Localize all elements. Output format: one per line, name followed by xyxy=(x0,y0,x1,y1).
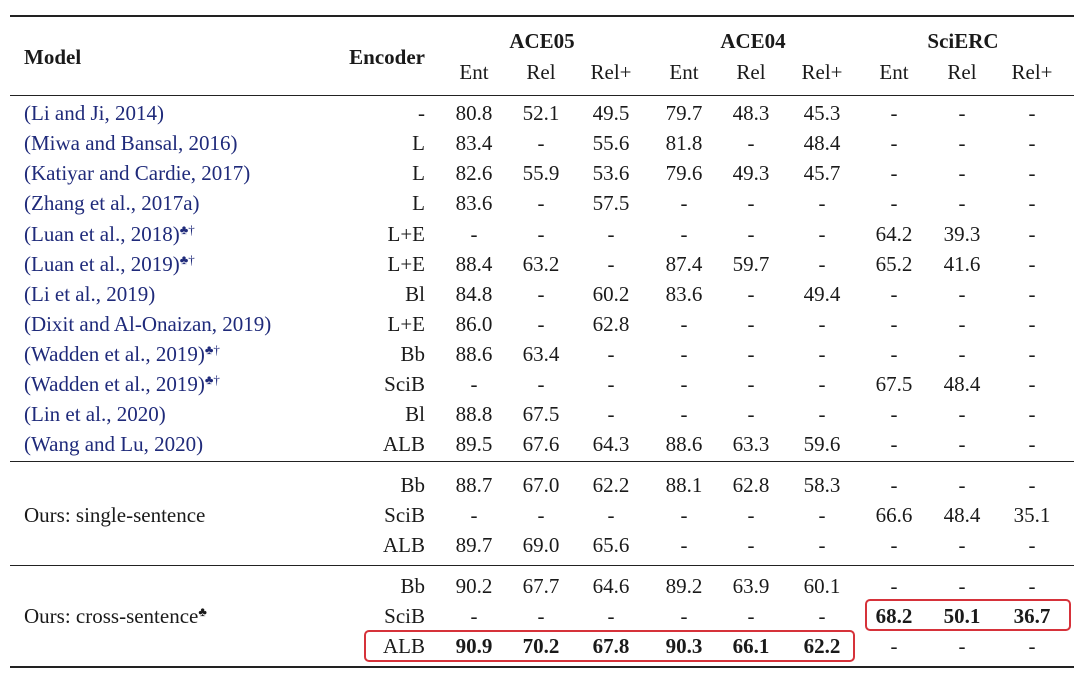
header-dataset: ACE04 xyxy=(720,29,786,53)
score-cell: - xyxy=(1028,222,1036,246)
header-metric: Rel xyxy=(947,60,977,84)
encoder-cell: - xyxy=(418,101,425,125)
score-cell: - xyxy=(1028,533,1036,557)
score-cell: 49.4 xyxy=(803,282,841,306)
model-label: (Wadden et al., 2019) xyxy=(24,342,205,366)
score-cell: - xyxy=(890,634,898,658)
score-cell: 69.0 xyxy=(522,533,560,557)
header-dataset: SciERC xyxy=(927,29,999,53)
model-name xyxy=(24,252,195,276)
score-cell: 55.6 xyxy=(592,131,630,155)
footnote-mark: ♣† xyxy=(179,252,195,267)
score-cell: 45.3 xyxy=(803,101,841,125)
score-cell: - xyxy=(958,101,966,125)
score-cell: 41.6 xyxy=(943,252,981,276)
score-cell: 66.6 xyxy=(875,503,913,527)
header-metric: Ent xyxy=(879,60,909,84)
model-name xyxy=(24,101,164,125)
score-cell: 90.2 xyxy=(455,574,493,598)
score-cell: - xyxy=(890,282,898,306)
score-cell: - xyxy=(470,372,478,396)
score-cell: 70.2 xyxy=(522,634,560,658)
score-cell: - xyxy=(537,372,545,396)
score-cell: - xyxy=(958,191,966,215)
score-cell: 65.2 xyxy=(875,252,913,276)
header-rule xyxy=(10,95,1074,96)
footnote-mark: ♣ xyxy=(198,604,207,619)
score-cell: - xyxy=(958,312,966,336)
score-cell: 52.1 xyxy=(522,101,560,125)
score-cell: 65.6 xyxy=(592,533,630,557)
score-cell: - xyxy=(890,101,898,125)
score-cell: - xyxy=(890,574,898,598)
encoder-cell: L+E xyxy=(387,222,425,246)
score-cell: 90.9 xyxy=(455,634,493,658)
score-cell: - xyxy=(1028,252,1036,276)
score-cell: 49.3 xyxy=(732,161,770,185)
score-cell: - xyxy=(890,191,898,215)
score-cell: 63.2 xyxy=(522,252,560,276)
model-name xyxy=(24,402,166,426)
score-cell: 48.4 xyxy=(943,372,981,396)
score-cell: 48.4 xyxy=(803,131,841,155)
score-cell: - xyxy=(958,634,966,658)
header-metric: Rel+ xyxy=(590,60,632,84)
score-cell: 62.2 xyxy=(803,634,841,658)
score-cell: - xyxy=(958,131,966,155)
model-name xyxy=(24,222,195,246)
score-cell: 55.9 xyxy=(522,161,560,185)
score-cell: - xyxy=(607,503,615,527)
top-rule xyxy=(10,15,1074,17)
model-label: Ours: cross-sentence xyxy=(24,604,199,628)
score-cell: - xyxy=(1028,372,1036,396)
encoder-cell: L xyxy=(412,161,425,185)
encoder-cell: ALB xyxy=(383,533,425,557)
score-cell: - xyxy=(1028,191,1036,215)
encoder-cell: L xyxy=(412,191,425,215)
score-cell: - xyxy=(747,282,755,306)
model-label: (Zhang et al., 2017a) xyxy=(24,191,200,215)
score-cell: - xyxy=(958,342,966,366)
bottom-rule xyxy=(10,666,1074,668)
score-cell: - xyxy=(680,402,688,426)
model-name xyxy=(24,131,237,155)
score-cell: - xyxy=(470,604,478,628)
score-cell: - xyxy=(958,282,966,306)
score-cell: - xyxy=(890,402,898,426)
score-cell: 62.8 xyxy=(592,312,630,336)
score-cell: - xyxy=(890,473,898,497)
score-cell: 88.1 xyxy=(665,473,703,497)
score-cell: - xyxy=(537,604,545,628)
score-cell: 63.9 xyxy=(732,574,770,598)
score-cell: 86.0 xyxy=(455,312,493,336)
score-cell: - xyxy=(680,191,688,215)
score-cell: - xyxy=(537,191,545,215)
score-cell: 88.7 xyxy=(455,473,493,497)
score-cell: 90.3 xyxy=(665,634,703,658)
score-cell: 88.4 xyxy=(455,252,493,276)
encoder-cell: SciB xyxy=(384,503,425,527)
score-cell: - xyxy=(1028,282,1036,306)
score-cell: 64.3 xyxy=(592,432,630,456)
score-cell: - xyxy=(890,432,898,456)
score-cell: 83.6 xyxy=(665,282,703,306)
score-cell: - xyxy=(607,604,615,628)
score-cell: - xyxy=(1028,342,1036,366)
score-cell: - xyxy=(747,131,755,155)
model-name xyxy=(24,342,220,366)
score-cell: 81.8 xyxy=(665,131,703,155)
score-cell: - xyxy=(537,131,545,155)
model-label: (Dixit and Al-Onaizan, 2019) xyxy=(24,312,272,336)
header-dataset: ACE05 xyxy=(509,29,575,53)
score-cell: 60.1 xyxy=(803,574,841,598)
score-cell: 62.8 xyxy=(732,473,770,497)
model-name xyxy=(24,282,155,306)
model-label: Ours: single-sentence xyxy=(24,503,206,527)
section-rule xyxy=(10,565,1074,566)
score-cell: - xyxy=(747,604,755,628)
encoder-cell: L+E xyxy=(387,312,425,336)
model-label: (Li and Ji, 2014) xyxy=(24,101,164,125)
score-cell: 64.6 xyxy=(592,574,630,598)
score-cell: - xyxy=(958,574,966,598)
score-cell: 79.7 xyxy=(665,101,703,125)
header-metric: Rel+ xyxy=(801,60,843,84)
score-cell: - xyxy=(747,312,755,336)
score-cell: - xyxy=(1028,402,1036,426)
score-cell: - xyxy=(958,402,966,426)
model-label: (Wang and Lu, 2020) xyxy=(24,432,204,456)
score-cell: - xyxy=(747,222,755,246)
score-cell: - xyxy=(680,372,688,396)
footnote-mark: ♣† xyxy=(204,342,220,357)
score-cell: 83.4 xyxy=(455,131,493,155)
score-cell: 79.6 xyxy=(665,161,703,185)
score-cell: - xyxy=(537,222,545,246)
score-cell: - xyxy=(958,161,966,185)
score-cell: 88.6 xyxy=(455,342,493,366)
score-cell: - xyxy=(818,604,826,628)
score-cell: 88.8 xyxy=(455,402,493,426)
score-cell: - xyxy=(890,342,898,366)
score-cell: - xyxy=(607,372,615,396)
score-cell: - xyxy=(1028,634,1036,658)
encoder-cell: Bb xyxy=(400,574,425,598)
model-label: (Lin et al., 2020) xyxy=(24,402,166,426)
score-cell: 57.5 xyxy=(592,191,630,215)
header-metric: Rel xyxy=(526,60,556,84)
encoder-cell: Bl xyxy=(405,282,425,306)
encoder-cell: Bb xyxy=(400,342,425,366)
score-cell: - xyxy=(747,402,755,426)
model-name xyxy=(24,432,203,456)
score-cell: 48.3 xyxy=(732,101,770,125)
score-cell: - xyxy=(470,222,478,246)
score-cell: 68.2 xyxy=(875,604,913,628)
footnote-mark: ♣† xyxy=(179,222,195,237)
score-cell: - xyxy=(1028,574,1036,598)
score-cell: - xyxy=(680,503,688,527)
score-cell: - xyxy=(537,282,545,306)
header-metric: Ent xyxy=(459,60,489,84)
score-cell: - xyxy=(818,342,826,366)
score-cell: - xyxy=(607,252,615,276)
score-cell: - xyxy=(747,503,755,527)
header-metric: Ent xyxy=(669,60,699,84)
score-cell: 67.5 xyxy=(875,372,913,396)
model-label: (Luan et al., 2019) xyxy=(24,252,180,276)
score-cell: - xyxy=(1028,131,1036,155)
score-cell: 49.5 xyxy=(592,101,630,125)
encoder-cell: SciB xyxy=(384,604,425,628)
encoder-cell: ALB xyxy=(383,432,425,456)
score-cell: - xyxy=(607,342,615,366)
model-label: (Katiyar and Cardie, 2017) xyxy=(24,161,251,185)
model-label: (Wadden et al., 2019) xyxy=(24,372,205,396)
score-cell: 39.3 xyxy=(943,222,981,246)
score-cell: 84.8 xyxy=(455,282,493,306)
score-cell: - xyxy=(537,312,545,336)
model-name xyxy=(24,372,220,396)
score-cell: 67.8 xyxy=(592,634,630,658)
score-cell: 62.2 xyxy=(592,473,630,497)
model-label: (Miwa and Bansal, 2016) xyxy=(24,131,238,155)
score-cell: - xyxy=(680,312,688,336)
score-cell: - xyxy=(818,312,826,336)
model-label: (Li et al., 2019) xyxy=(24,282,156,306)
score-cell: - xyxy=(747,533,755,557)
score-cell: - xyxy=(958,533,966,557)
score-cell: - xyxy=(680,533,688,557)
score-cell: 64.2 xyxy=(875,222,913,246)
score-cell: 87.4 xyxy=(665,252,703,276)
score-cell: 67.0 xyxy=(522,473,560,497)
highlight-box xyxy=(364,630,855,662)
score-cell: 59.7 xyxy=(732,252,770,276)
score-cell: - xyxy=(607,402,615,426)
score-cell: - xyxy=(1028,101,1036,125)
model-name xyxy=(24,161,250,185)
score-cell: - xyxy=(958,432,966,456)
score-cell: 63.3 xyxy=(732,432,770,456)
model-name xyxy=(24,503,205,527)
score-cell: - xyxy=(818,252,826,276)
score-cell: - xyxy=(890,533,898,557)
score-cell: 89.2 xyxy=(665,574,703,598)
score-cell: 83.6 xyxy=(455,191,493,215)
score-cell: 80.8 xyxy=(455,101,493,125)
score-cell: - xyxy=(537,503,545,527)
score-cell: 35.1 xyxy=(1013,503,1051,527)
score-cell: - xyxy=(818,191,826,215)
score-cell: - xyxy=(958,473,966,497)
score-cell: 66.1 xyxy=(732,634,770,658)
score-cell: 82.6 xyxy=(455,161,493,185)
score-cell: 50.1 xyxy=(943,604,981,628)
score-cell: - xyxy=(1028,473,1036,497)
score-cell: - xyxy=(818,533,826,557)
header-metric: Rel xyxy=(736,60,766,84)
encoder-cell: Bl xyxy=(405,402,425,426)
header-model: Model xyxy=(24,45,82,69)
highlight-box xyxy=(865,599,1071,631)
score-cell: 53.6 xyxy=(592,161,630,185)
score-cell: - xyxy=(747,342,755,366)
encoder-cell: L+E xyxy=(387,252,425,276)
model-name xyxy=(24,312,271,336)
score-cell: - xyxy=(818,402,826,426)
score-cell: 58.3 xyxy=(803,473,841,497)
score-cell: - xyxy=(818,372,826,396)
score-cell: 36.7 xyxy=(1013,604,1051,628)
score-cell: 45.7 xyxy=(803,161,841,185)
score-cell: 89.5 xyxy=(455,432,493,456)
model-label: (Luan et al., 2018) xyxy=(24,222,180,246)
score-cell: - xyxy=(818,222,826,246)
score-cell: - xyxy=(607,222,615,246)
score-cell: - xyxy=(470,503,478,527)
score-cell: 63.4 xyxy=(522,342,560,366)
score-cell: - xyxy=(1028,161,1036,185)
score-cell: - xyxy=(890,312,898,336)
score-cell: - xyxy=(747,372,755,396)
encoder-cell: ALB xyxy=(383,634,425,658)
score-cell: - xyxy=(890,161,898,185)
score-cell: - xyxy=(747,191,755,215)
footnote-mark: ♣† xyxy=(204,372,220,387)
encoder-cell: SciB xyxy=(384,372,425,396)
score-cell: - xyxy=(680,342,688,366)
header-encoder: Encoder xyxy=(349,45,425,69)
model-name xyxy=(24,604,207,628)
score-cell: 67.6 xyxy=(522,432,560,456)
score-cell: - xyxy=(1028,432,1036,456)
score-cell: 88.6 xyxy=(665,432,703,456)
encoder-cell: L xyxy=(412,131,425,155)
score-cell: 89.7 xyxy=(455,533,493,557)
score-cell: 67.5 xyxy=(522,402,560,426)
score-cell: - xyxy=(1028,312,1036,336)
model-name xyxy=(24,191,200,215)
score-cell: 59.6 xyxy=(803,432,841,456)
score-cell: 48.4 xyxy=(943,503,981,527)
encoder-cell: Bb xyxy=(400,473,425,497)
score-cell: 60.2 xyxy=(592,282,630,306)
score-cell: - xyxy=(818,503,826,527)
score-cell: - xyxy=(680,222,688,246)
section-rule xyxy=(10,461,1074,462)
score-cell: - xyxy=(680,604,688,628)
header-metric: Rel+ xyxy=(1011,60,1053,84)
score-cell: 67.7 xyxy=(522,574,560,598)
score-cell: - xyxy=(890,131,898,155)
